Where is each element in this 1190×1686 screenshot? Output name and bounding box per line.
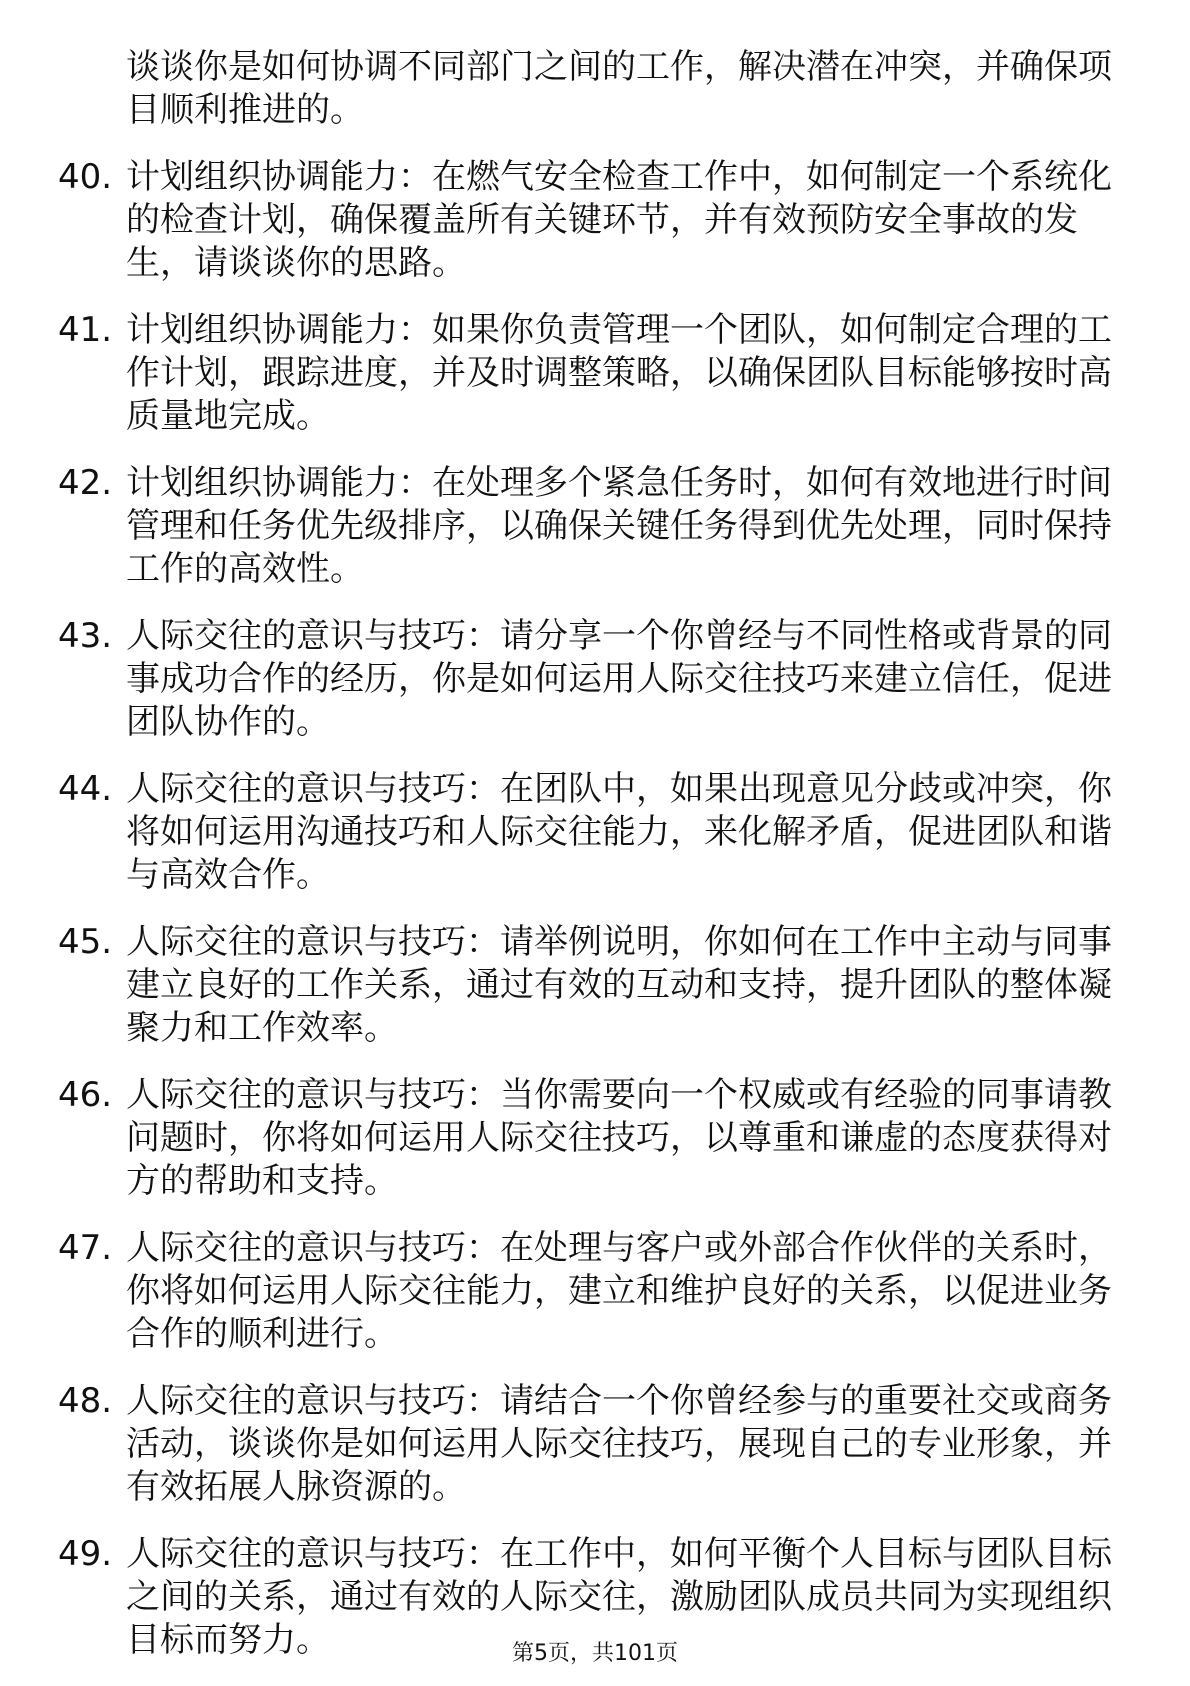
list-item — [58, 921, 1138, 1050]
item-number: 42. — [58, 463, 113, 503]
list-item — [58, 156, 1138, 285]
list-item — [58, 1074, 1138, 1203]
list-item — [58, 309, 1138, 438]
item-number: 46. — [58, 1075, 113, 1115]
continuation-paragraph: 谈谈你是如何协调不同部门之间的工作，解决潜在冲突，并确保项目顺利推进的。 — [126, 47, 1112, 130]
list-item — [58, 768, 1138, 897]
item-text: 人际交往的意识与技巧：在团队中，如果出现意见分歧或冲突，你将如何运用沟通技巧和人际交往能力，来化解矛盾，促进团队和谐与高效合作。 — [126, 769, 1112, 895]
item-number: 49. — [58, 1534, 113, 1574]
item-text: 人际交往的意识与技巧：请分享一个你曾经与不同性格或背景的同事成功合作的经历，你是如何运用人际交往技巧来建立信任，促进团队协作的。 — [126, 616, 1112, 742]
list-item — [58, 1380, 1138, 1509]
item-text: 人际交往的意识与技巧：当你需要向一个权威或有经验的同事请教问题时，你将如何运用人际交往技巧，以尊重和谦虚的态度获得对方的帮助和支持。 — [126, 1075, 1112, 1201]
item-text: 人际交往的意识与技巧：请结合一个你曾经参与的重要社交或商务活动，谈谈你是如何运用人际交往技巧，展现自己的专业形象，并有效拓展人脉资源的。 — [126, 1381, 1112, 1507]
item-number: 41. — [58, 310, 113, 350]
question-list — [58, 46, 1138, 1686]
item-text: 人际交往的意识与技巧：在工作中，如何平衡个人目标与团队目标之间的关系，通过有效的人际交往，激励团队成员共同为实现组织目标而努力。 — [126, 1534, 1112, 1660]
item-text: 计划组织协调能力：在燃气安全检查工作中，如何制定一个系统化的检查计划，确保覆盖所有关键环节，并有效预防安全事故的发生，请谈谈你的思路。 — [126, 157, 1112, 283]
item-number: 47. — [58, 1228, 113, 1268]
list-item — [58, 1227, 1138, 1356]
item-number: 45. — [58, 922, 113, 962]
list-item — [58, 615, 1138, 744]
list-item — [58, 462, 1138, 591]
item-number: 44. — [58, 769, 113, 809]
item-number: 43. — [58, 616, 113, 656]
item-text: 计划组织协调能力：在处理多个紧急任务时，如何有效地进行时间管理和任务优先级排序，以确保关键任务得到优先处理，同时保持工作的高效性。 — [126, 463, 1112, 589]
item-number: 48. — [58, 1381, 113, 1421]
item-text: 计划组织协调能力：如果你负责管理一个团队，如何制定合理的工作计划，跟踪进度，并及时调整策略，以确保团队目标能够按时高质量地完成。 — [126, 310, 1112, 436]
page-footer: 第5页，共101页 — [512, 1641, 678, 1666]
item-text: 人际交往的意识与技巧：请举例说明，你如何在工作中主动与同事建立良好的工作关系，通过有效的互动和支持，提升团队的整体凝聚力和工作效率。 — [126, 922, 1112, 1048]
item-text: 人际交往的意识与技巧：在处理与客户或外部合作伙伴的关系时，你将如何运用人际交往能力，建立和维护良好的关系，以促进业务合作的顺利进行。 — [126, 1228, 1112, 1354]
item-number: 40. — [58, 157, 113, 197]
